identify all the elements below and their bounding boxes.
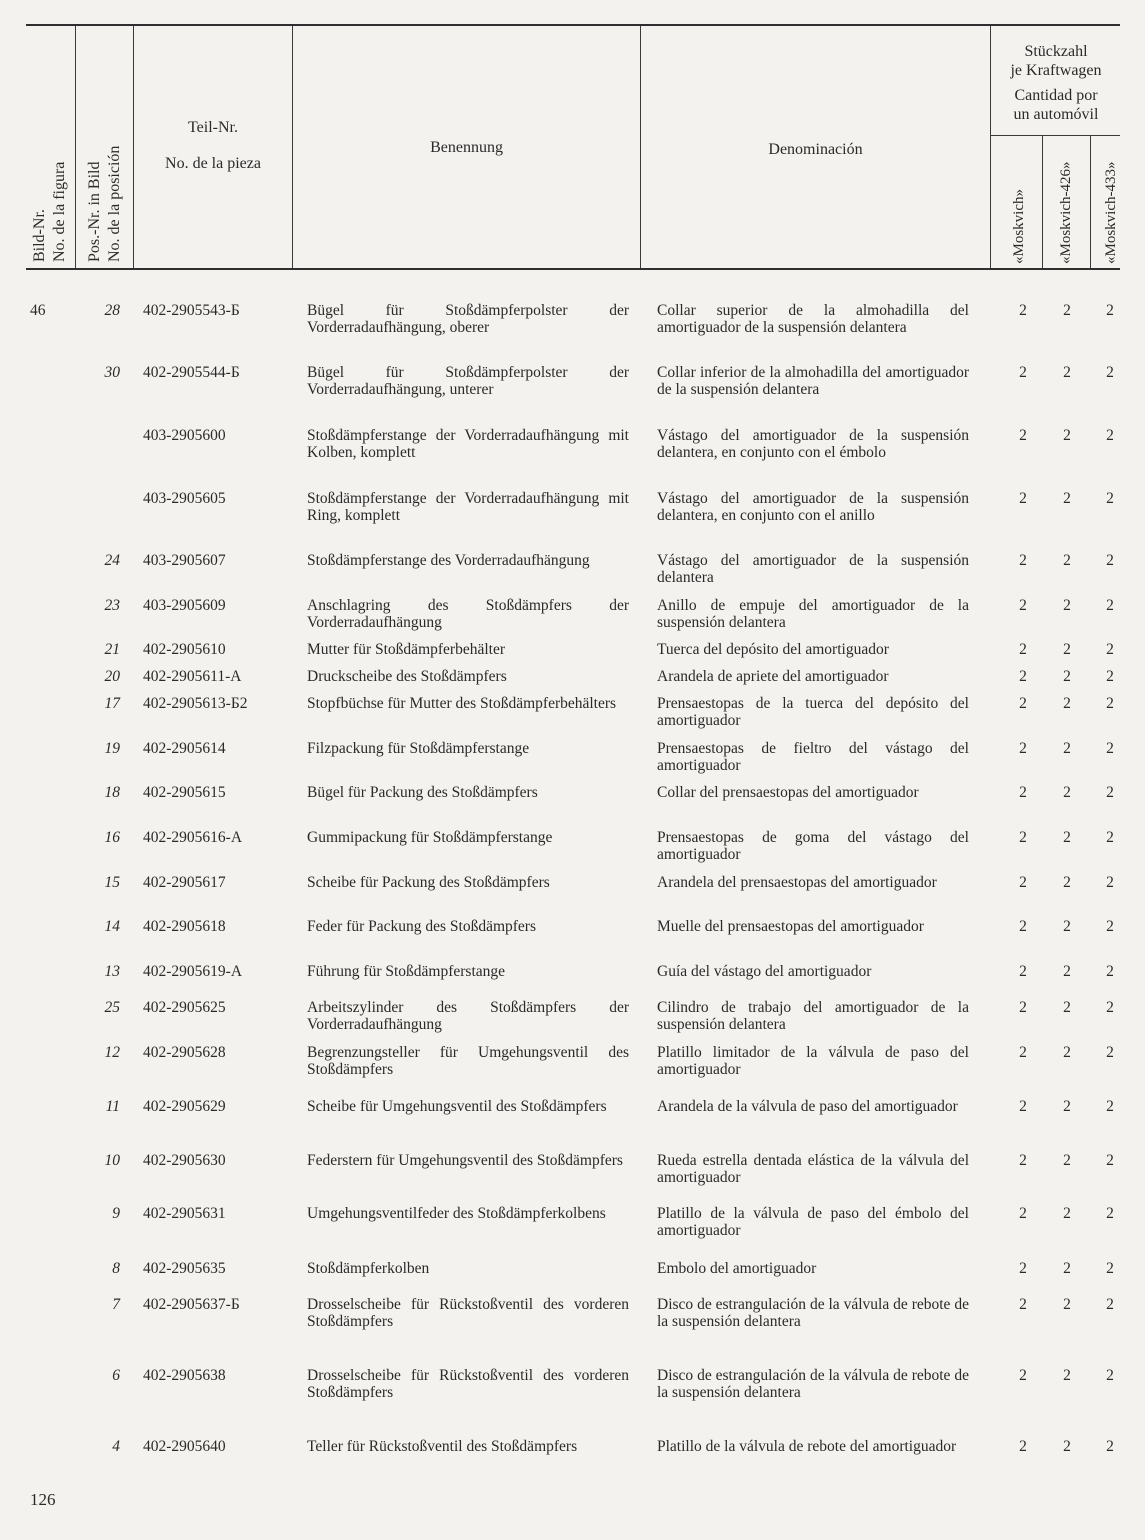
cell-pos-nr: 21 [104,641,120,658]
cell-pos-nr: 15 [104,874,120,891]
cell-quantity: 2 [1063,695,1071,712]
cell-pos-nr: 8 [112,1260,120,1277]
cell-denominacion: Muelle del prensaestopas del amortiguador [657,918,924,935]
cell-denominacion: Arandela de apriete del amortiguador [657,668,889,685]
cell-part-number: 402-2905635 [143,1260,226,1277]
header-model-moskvich-426: «Moskvich-426» [1058,161,1074,264]
header-bild-nr-es: No. de la figura [51,161,68,262]
cell-quantity: 2 [1063,302,1071,319]
cell-quantity: 2 [1063,784,1071,801]
header-stueckzahl-line2: je Kraftwagen [1010,62,1102,79]
cell-benennung: Scheibe für Umgehungsventil des Stoßdämpfers [307,1098,607,1115]
cell-part-number: 402-2905616-A [143,829,243,846]
header-cantidad-line1: Cantidad por [1014,87,1098,104]
cell-quantity: 2 [1019,963,1027,980]
cell-denominacion: Tuerca del depósito del amortiguador [657,641,889,658]
cell-quantity: 2 [1063,874,1071,891]
cell-pos-nr: 25 [104,999,120,1016]
cell-quantity: 2 [1063,1044,1071,1061]
cell-denominacion: Prensaestopas de goma del vástago del amortiguador [657,829,969,863]
cell-quantity: 2 [1019,1205,1027,1222]
header-teil-nr [134,118,292,174]
cell-quantity: 2 [1063,490,1071,507]
cell-quantity: 2 [1063,918,1071,935]
cell-pos-nr: 10 [104,1152,120,1169]
cell-quantity: 2 [1063,1438,1071,1455]
cell-quantity: 2 [1063,552,1071,569]
cell-denominacion: Arandela de la válvula de paso del amortiguador [657,1098,958,1115]
column-divider [75,26,76,268]
cell-part-number: 403-2905600 [143,427,226,444]
cell-part-number: 402-2905613-Б2 [143,695,248,712]
cell-benennung: Stoßdämpferstange des Vorderradaufhängung [307,552,590,569]
cell-part-number: 402-2905617 [143,874,226,891]
cell-denominacion: Cilindro de trabajo del amortiguador de la suspensión delantera [657,999,969,1033]
cell-pos-nr: 6 [112,1367,120,1384]
header-teil-nr-es: No. de la pieza [165,155,261,172]
cell-denominacion: Vástago del amortiguador de la suspensión delantera, en conjunto con el anillo [657,490,969,524]
cell-quantity: 2 [1063,668,1071,685]
cell-quantity: 2 [1019,999,1027,1016]
cell-quantity: 2 [1063,427,1071,444]
cell-quantity: 2 [1106,1205,1114,1222]
cell-quantity: 2 [1106,1098,1114,1115]
cell-denominacion: Vástago del amortiguador de la suspensión delantera [657,552,969,586]
cell-denominacion: Prensaestopas de fieltro del vástago del amortiguador [657,740,969,774]
cell-denominacion: Disco de estrangulación de la válvula de rebote de la suspensión delantera [657,1296,969,1330]
cell-quantity: 2 [1106,918,1114,935]
cell-denominacion: Prensaestopas de la tuerca del depósito del amortiguador [657,695,969,729]
cell-pos-nr: 28 [104,302,120,319]
header-stueckzahl [991,42,1121,124]
cell-benennung: Arbeitszylinder des Stoßdämpfers der Vorderradaufhängung [307,999,629,1033]
cell-denominacion: Disco de estrangulación de la válvula de rebote de la suspensión delantera [657,1367,969,1401]
cell-pos-nr: 7 [112,1296,120,1313]
cell-quantity: 2 [1106,597,1114,614]
cell-part-number: 402-2905638 [143,1367,226,1384]
cell-pos-nr: 4 [112,1438,120,1455]
cell-quantity: 2 [1063,999,1071,1016]
cell-quantity: 2 [1106,784,1114,801]
cell-part-number: 402-2905610 [143,641,226,658]
cell-benennung: Druckscheibe des Stoßdämpfers [307,668,507,685]
cell-denominacion: Arandela del prensaestopas del amortiguador [657,874,937,891]
cell-denominacion: Anillo de empuje del amortiguador de la suspensión delantera [657,597,969,631]
cell-benennung: Anschlagring des Stoßdämpfers der Vorderradaufhängung [307,597,629,631]
cell-quantity: 2 [1063,963,1071,980]
cell-quantity: 2 [1106,1044,1114,1061]
header-teil-nr-de: Teil-Nr. [188,119,238,136]
header-model-moskvich-433: «Moskvich-433» [1103,161,1119,264]
cell-quantity: 2 [1063,1296,1071,1313]
cell-denominacion: Guía del vástago del amortiguador [657,963,872,980]
cell-part-number: 402-2905628 [143,1044,226,1061]
cell-benennung: Federstern für Umgehungsventil des Stoßdämpfers [307,1152,623,1169]
cell-part-number: 402-2905618 [143,918,226,935]
cell-quantity: 2 [1106,668,1114,685]
cell-quantity: 2 [1019,668,1027,685]
cell-denominacion: Rueda estrella dentada elástica de la válvula del amortiguador [657,1152,969,1186]
cell-quantity: 2 [1019,1260,1027,1277]
cell-quantity: 2 [1106,740,1114,757]
column-divider [1042,136,1043,268]
cell-bild-nr: 46 [30,302,46,319]
cell-quantity: 2 [1106,1152,1114,1169]
header-bottom-rule [26,268,1120,270]
cell-quantity: 2 [1106,364,1114,381]
header-pos-nr [85,146,125,262]
cell-part-number: 402-2905631 [143,1205,226,1222]
page-number: 126 [30,1490,56,1509]
cell-quantity: 2 [1019,302,1027,319]
cell-quantity: 2 [1063,1205,1071,1222]
header-benennung: Benennung [430,139,503,156]
cell-denominacion: Embolo del amortiguador [657,1260,817,1277]
cell-benennung: Begrenzungsteller für Umgehungsventil des Stoßdämpfers [307,1044,629,1078]
cell-denominacion: Platillo de la válvula de rebote del amortiguador [657,1438,957,1455]
cell-part-number: 403-2905605 [143,490,226,507]
cell-quantity: 2 [1019,784,1027,801]
cell-quantity: 2 [1019,427,1027,444]
cell-pos-nr: 13 [104,963,120,980]
cell-quantity: 2 [1106,1260,1114,1277]
cell-quantity: 2 [1063,641,1071,658]
header-pos-nr-es: No. de la posición [106,145,123,262]
cell-benennung: Drosselscheibe für Rückstoßventil des vorderen Stoßdämpfers [307,1367,629,1401]
cell-part-number: 403-2905609 [143,597,226,614]
header-model-moskvich: «Moskvich» [1011,189,1027,264]
cell-quantity: 2 [1106,1367,1114,1384]
cell-quantity: 2 [1019,1296,1027,1313]
cell-quantity: 2 [1019,1098,1027,1115]
header-pos-nr-de: Pos.-Nr. in Bild [86,161,103,262]
header-denominacion: Denominación [768,141,863,158]
cell-quantity: 2 [1019,364,1027,381]
cell-benennung: Bügel für Packung des Stoßdämpfers [307,784,538,801]
cell-benennung: Teller für Rückstoßventil des Stoßdämpfers [307,1438,578,1455]
cell-pos-nr: 23 [104,597,120,614]
column-divider [1090,136,1091,268]
cell-quantity: 2 [1019,918,1027,935]
cell-quantity: 2 [1106,999,1114,1016]
cell-denominacion: Vástago del amortiguador de la suspensión delantera, en conjunto con el émbolo [657,427,969,461]
cell-quantity: 2 [1019,490,1027,507]
cell-quantity: 2 [1106,641,1114,658]
cell-quantity: 2 [1019,552,1027,569]
cell-quantity: 2 [1019,1152,1027,1169]
header-bild-nr-de: Bild-Nr. [31,209,48,262]
cell-quantity: 2 [1019,740,1027,757]
cell-quantity: 2 [1019,1367,1027,1384]
cell-part-number: 402-2905640 [143,1438,226,1455]
cell-benennung: Stoßdämpferstange der Vorderradaufhängung mit Kolben, komplett [307,427,629,461]
cell-part-number: 402-2905619-A [143,963,243,980]
cell-quantity: 2 [1106,552,1114,569]
cell-denominacion: Platillo limitador de la válvula de paso del amortiguador [657,1044,969,1078]
cell-denominacion: Collar superior de la almohadilla del amortiguador de la suspensión delantera [657,302,969,336]
cell-benennung: Filzpackung für Stoßdämpferstange [307,740,530,757]
cell-benennung: Drosselscheibe für Rückstoßventil des vorderen Stoßdämpfers [307,1296,629,1330]
cell-benennung: Umgehungsventilfeder des Stoßdämpferkolbens [307,1205,606,1222]
cell-pos-nr: 12 [104,1044,120,1061]
cell-quantity: 2 [1019,829,1027,846]
cell-part-number: 402-2905615 [143,784,226,801]
cell-quantity: 2 [1019,1438,1027,1455]
cell-pos-nr: 16 [104,829,120,846]
cell-benennung: Bügel für Stoßdämpferpolster der Vorderradaufhängung, unterer [307,364,629,398]
cell-quantity: 2 [1063,364,1071,381]
cell-quantity: 2 [1019,597,1027,614]
cell-quantity: 2 [1063,1152,1071,1169]
cell-benennung: Mutter für Stoßdämpferbehälter [307,641,505,658]
cell-quantity: 2 [1106,829,1114,846]
cell-benennung: Scheibe für Packung des Stoßdämpfers [307,874,550,891]
cell-pos-nr: 24 [104,552,120,569]
cell-benennung: Führung für Stoßdämpferstange [307,963,506,980]
cell-quantity: 2 [1106,490,1114,507]
cell-part-number: 402-2905614 [143,740,226,757]
cell-quantity: 2 [1106,1296,1114,1313]
cell-benennung: Stoßdämpferstange der Vorderradaufhängung mit Ring, komplett [307,490,629,524]
cell-quantity: 2 [1106,427,1114,444]
cell-quantity: 2 [1019,641,1027,658]
header-cantidad-line2: un automóvil [1013,106,1099,123]
cell-quantity: 2 [1063,1260,1071,1277]
cell-pos-nr: 17 [104,695,120,712]
cell-benennung: Stoßdämpferkolben [307,1260,430,1277]
cell-quantity: 2 [1106,1438,1114,1455]
cell-quantity: 2 [1063,829,1071,846]
cell-quantity: 2 [1063,1367,1071,1384]
cell-benennung: Feder für Packung des Stoßdämpfers [307,918,537,935]
cell-part-number: 403-2905607 [143,552,226,569]
cell-quantity: 2 [1106,963,1114,980]
cell-denominacion: Collar inferior de la almohadilla del amortiguador de la suspensión delantera [657,364,969,398]
cell-part-number: 402-2905543-Б [143,302,240,319]
quantity-header-divider [991,135,1120,136]
cell-benennung: Gummipackung für Stoßdämpferstange [307,829,553,846]
cell-quantity: 2 [1106,695,1114,712]
cell-pos-nr: 19 [104,740,120,757]
cell-part-number: 402-2905629 [143,1098,226,1115]
cell-pos-nr: 18 [104,784,120,801]
cell-denominacion: Collar del prensaestopas del amortiguador [657,784,919,801]
cell-benennung: Stopfbüchse für Mutter des Stoßdämpferbehälters [307,695,617,712]
cell-pos-nr: 30 [104,364,120,381]
cell-part-number: 402-2905630 [143,1152,226,1169]
table-top-rule [26,24,1120,26]
cell-pos-nr: 9 [112,1205,120,1222]
cell-pos-nr: 14 [104,918,120,935]
header-stueckzahl-line1: Stückzahl [1024,43,1088,60]
cell-quantity: 2 [1063,1098,1071,1115]
cell-quantity: 2 [1106,302,1114,319]
header-bild-nr [30,162,70,262]
cell-part-number: 402-2905637-Б [143,1296,240,1313]
cell-part-number: 402-2905625 [143,999,226,1016]
cell-benennung: Bügel für Stoßdämpferpolster der Vorderradaufhängung, oberer [307,302,629,336]
cell-pos-nr: 11 [105,1098,120,1115]
cell-quantity: 2 [1019,874,1027,891]
cell-quantity: 2 [1063,740,1071,757]
cell-quantity: 2 [1063,597,1071,614]
cell-part-number: 402-2905544-Б [143,364,240,381]
cell-pos-nr: 20 [104,668,120,685]
cell-part-number: 402-2905611-A [143,668,242,685]
cell-denominacion: Platillo de la válvula de paso del émbolo del amortiguador [657,1205,969,1239]
cell-quantity: 2 [1106,874,1114,891]
cell-quantity: 2 [1019,1044,1027,1061]
cell-quantity: 2 [1019,695,1027,712]
